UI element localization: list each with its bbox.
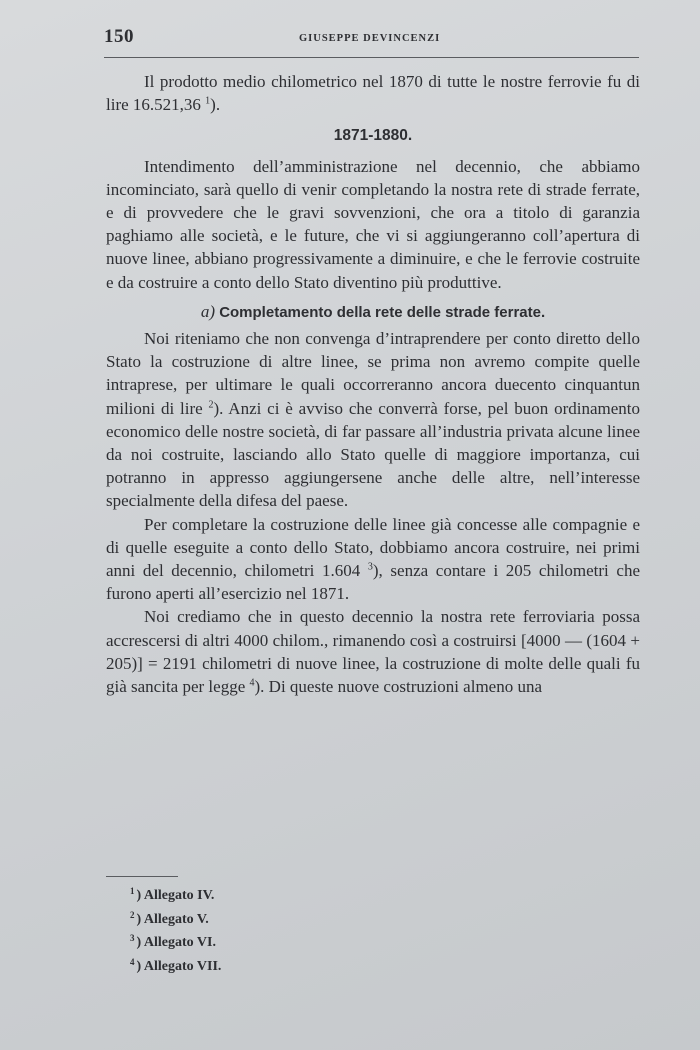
- footnote: [130, 929, 221, 953]
- footnote-text: ) Allegato VII.: [136, 958, 222, 974]
- subsection-marker: a): [200, 301, 216, 321]
- intro-end: ).: [210, 95, 221, 115]
- paragraph-3-text-b: ), senza contare i 205 chilometri che furono aperti all’esercizio nel 1871.: [106, 561, 640, 604]
- page-body: [106, 70, 640, 698]
- footnote-ref-2: 2: [208, 398, 214, 410]
- footnote-mark: 3: [130, 933, 135, 943]
- section-title: 1871-1880.: [333, 127, 413, 145]
- footnote: [130, 906, 221, 930]
- paragraph-4: [106, 605, 640, 698]
- footnotes: [130, 882, 221, 976]
- page-number: 150: [104, 26, 134, 47]
- footnote: [130, 953, 221, 977]
- footnote-ref-3: 3: [367, 561, 373, 573]
- footnote-mark: 1: [130, 886, 135, 896]
- footnote-text: ) Allegato V.: [136, 911, 209, 927]
- footnote-ref-4: 4: [249, 677, 255, 689]
- paragraph-3-text-a: Per completare la costruzione delle linee già concesse alle compagnie e di quelle eseguite a conto dello Stato, dobbiamo ancora costruire, nei primi anni del decennio, chilometri 1.604: [106, 514, 640, 581]
- footnote-ref-1: 1: [205, 95, 211, 107]
- subsection-heading: [106, 300, 640, 324]
- footnote: [130, 882, 221, 906]
- subsection-title: Completamento della rete delle strade ferrate.: [219, 303, 546, 321]
- paragraph-2-text-a: Noi riteniamo che non convenga d’intraprendere per conto diretto dello Stato la costruzione di altre linee, se prima non avremo compite quelle intraprese, per ultimare le quali occorreranno ancora duecento cinquantun milioni di lire: [106, 329, 640, 418]
- paragraph-4-text-a: Noi crediamo che in questo decennio la nostra rete ferroviaria possa accrescersi di altri 4000 chilom., rimanendo così a costruirsi [4000 — (1604 + 205)] = 2191 chilometri di nuove linee, la costruzione di molte delle quali fu già sancita per legge: [106, 607, 640, 697]
- footnote-text: ) Allegato VI.: [136, 935, 216, 950]
- paragraph-1: Intendimento dell’amministrazione nel decennio, che abbiamo incominciato, sarà quello di venir completando la nostra rete di strade ferrate, e di provvedere che le gravi sovvenzioni, che ora a titolo di garanzia paghiamo alle società, e le future, che vi si aggiungeranno coll’apertura di nuove linee, abbiano progressivamente a diminuire, e che le ferrovie costruite e da costruire a conto dello Stato diventino più produttive.: [106, 156, 640, 292]
- page-header: [104, 26, 644, 56]
- paragraph-2: [106, 327, 640, 513]
- running-head: GIUSEPPE DEVINCENZI: [299, 33, 441, 44]
- header-rule: [104, 57, 639, 58]
- footnote-rule: [106, 876, 178, 877]
- footnote-mark: 2: [130, 909, 135, 920]
- paragraph-3: [106, 513, 640, 606]
- footnote-text: ) Allegato IV.: [136, 888, 215, 903]
- footnote-mark: 4: [130, 956, 135, 967]
- intro-paragraph: [106, 70, 640, 116]
- paragraph-4-text-b: ). Di queste nuove costruzioni almeno una: [254, 677, 543, 697]
- intro-text: Il prodotto medio chilometrico nel 1870 di tutte le nostre ferrovie fu di lire 16.521,36: [106, 72, 640, 115]
- paragraph-2-text-b: ). Anzi ci è avviso che converrà forse, pel buon ordinamento economico delle nostre società, di far passare all’industria privata alcune linee da noi costruite, lasciando allo Stato quelle di maggiore importanza, cui potranno in appresso aggiungersene anche delle altre, nell’interesse specialmente della difesa del paese.: [106, 398, 640, 511]
